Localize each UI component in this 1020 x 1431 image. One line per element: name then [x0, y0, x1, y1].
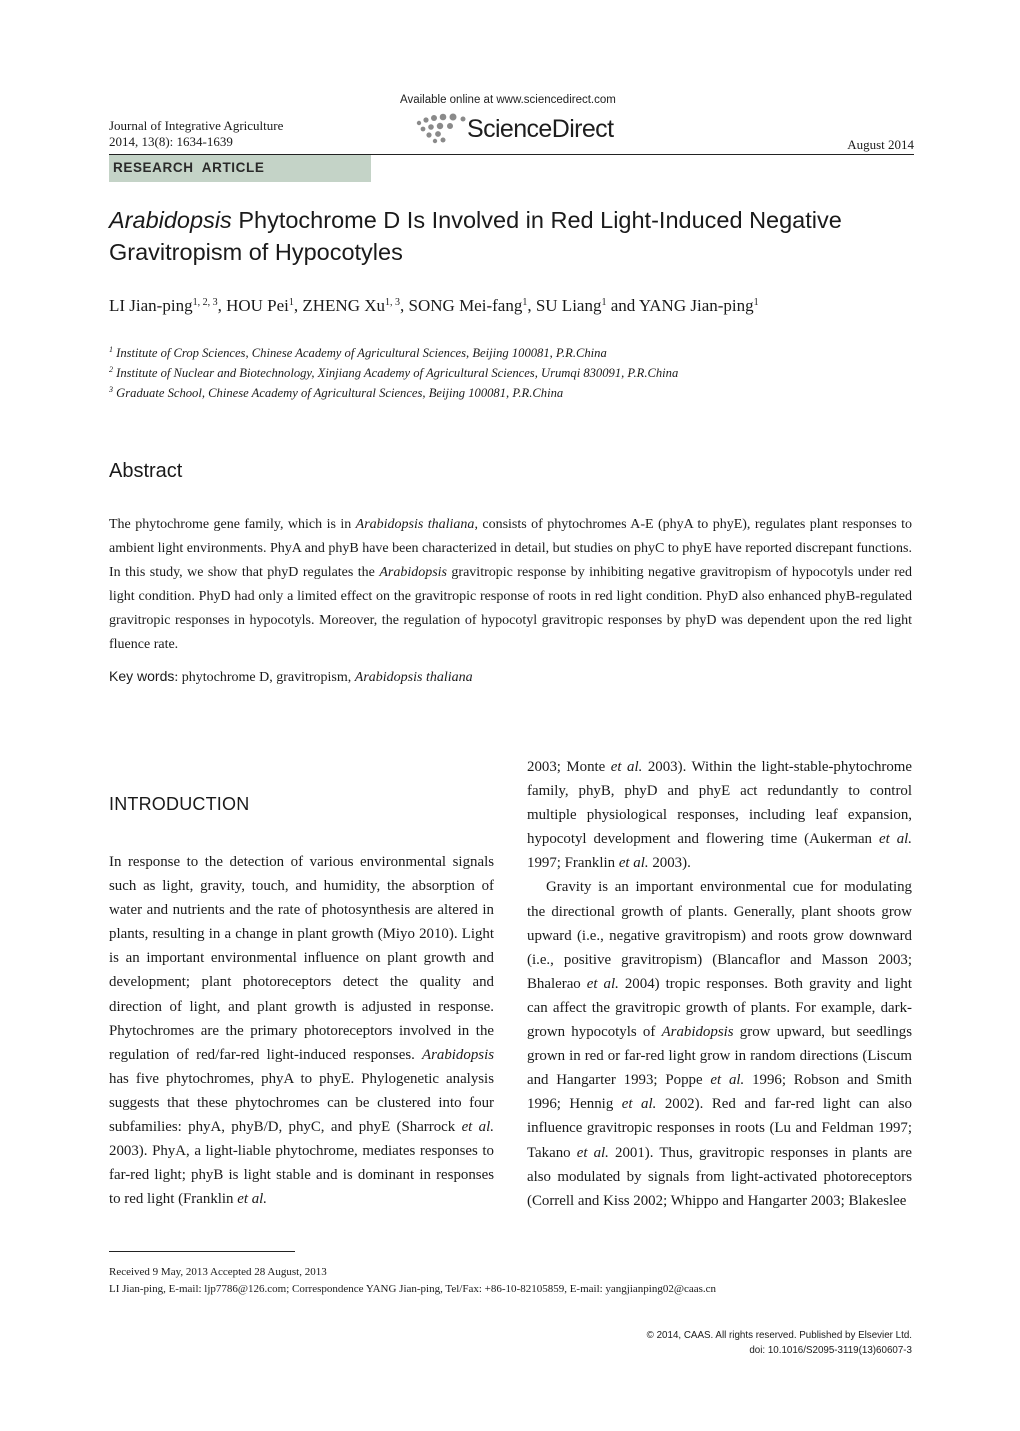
author-list	[109, 296, 759, 316]
body-italic: et al.	[878, 831, 912, 848]
left-column	[109, 850, 494, 1211]
abstract-body	[109, 513, 912, 657]
author-affiliation-marker: 1, 2, 3	[192, 297, 218, 308]
affiliation-number: 3	[109, 385, 113, 394]
author-affiliation-marker: 1, 3	[385, 297, 401, 308]
introduction-heading: INTRODUCTION	[109, 794, 250, 814]
body-italic: Arabidopsis	[661, 1024, 734, 1041]
author-name: SONG Mei-fang	[408, 296, 523, 315]
abstract-text: The phytochrome gene family, which is in	[109, 517, 356, 532]
body-text: grow upward, but seedlings grown in red or far-red light grow in random directions (Liscum and Hangarter 1993; Poppe	[527, 1024, 912, 1089]
paragraph	[527, 875, 912, 1212]
body-italic: et al.	[610, 759, 643, 775]
author-separator: ,	[293, 296, 303, 315]
title-rest: Phytochrome D Is Involved in Red Light-Induced Negative Gravitropism of Hypocotyles	[109, 207, 842, 265]
affiliation-number: 2	[109, 365, 113, 374]
body-text: Gravity is an important environmental cue for modulating the directional growth of plants. Generally, plant shoots grow upward (i.e., negative gravitropism) and roots grow downward (i.e., positive gravitropism) (Blancaflor and Masson 2003; Bhalerao	[527, 879, 912, 992]
body-text: 2001). Thus, gravitropic responses in plants are also modulated by signals from light-activated photoreceptors (Correll and Kiss 2002; Whippo and Hangarter 2003; Blakeslee	[527, 1144, 912, 1209]
footnote-rule	[109, 1251, 295, 1252]
title-italic: Arabidopsis	[109, 207, 232, 233]
paragraph	[109, 850, 494, 1211]
author-name: ZHENG Xu	[302, 296, 386, 315]
affiliation-text: Graduate School, Chinese Academy of Agricultural Sciences, Beijing 100081, P.R.China	[116, 386, 564, 400]
paragraph	[527, 755, 912, 875]
abstract-text: gravitropic response by inhibiting negative gravitropism of hypocotyls under red light condition. PhyD had only a limited effect on the gravitropic response of roots in red light condition. PhyD also enhanced phyB-regulated gravitropic responses in hypocotyls. Moreover, the regulation of hypocotyl gravitropic responses by phyD was dependent upon the red light fluence rate.	[109, 565, 912, 652]
affiliation-text: Institute of Crop Sciences, Chinese Academy of Agricultural Sciences, Beijing 100081, P.R.China	[116, 346, 607, 360]
affiliation-text: Institute of Nuclear and Biotechnology, Xinjiang Academy of Agricultural Sciences, Urumqi 830091, P.R.China	[116, 366, 679, 380]
author-affiliation-marker: 1	[601, 297, 607, 308]
body-italic: et al.	[618, 855, 649, 872]
journal-name: Journal of Integrative Agriculture	[109, 118, 284, 133]
journal-issue: 2014, 13(8): 1634-1639	[109, 134, 233, 149]
keywords-italic: Arabidopsis thaliana	[354, 670, 473, 685]
body-italic: et al.	[621, 1096, 657, 1113]
abstract-italic: Arabidopsis thaliana	[355, 517, 475, 532]
body-text: 1997; Franklin	[527, 855, 619, 872]
sciencedirect-logo-text: ScienceDirect	[467, 115, 614, 143]
body-italic: et al.	[237, 1191, 267, 1208]
right-column	[527, 755, 912, 1213]
author-name: YANG Jian-ping	[638, 296, 754, 315]
author-separator: ,	[400, 296, 409, 315]
body-text: 1996; Robson and Smith 1996; Hennig	[527, 1072, 912, 1113]
affiliation-number: 1	[109, 345, 113, 354]
body-italic: et al.	[576, 1144, 609, 1161]
body-text: 2003). Within the light-stable-phytochrome family, phyB, phyD and phyE act redundantly to control multiple physiological responses, including leaf expansion, hypocotyl development and flowering time (Aukerman	[527, 759, 912, 848]
author-separator: ,	[217, 296, 227, 315]
body-text: 2003).	[648, 855, 691, 872]
abstract-italic: Arabidopsis	[379, 565, 447, 580]
copyright: © 2014, CAAS. All rights reserved. Published by Elsevier Ltd.	[646, 1330, 912, 1341]
section-label: RESEARCH ARTICLE	[113, 160, 265, 175]
body-italic: et al.	[710, 1072, 745, 1089]
body-text: 2003). PhyA, a light-liable phytochrome, mediates responses to far-red light; phyB is light stable and is dominant in responses to red light (Franklin	[109, 1143, 494, 1208]
author-affiliation-marker: 1	[753, 297, 759, 308]
affiliation	[109, 346, 607, 361]
received-dates: Received 9 May, 2013 Accepted 28 August, 2013	[109, 1266, 327, 1278]
journal-info	[109, 118, 283, 150]
body-italic: et al.	[586, 975, 619, 992]
author-name: LI Jian-ping	[109, 296, 193, 315]
affiliation	[109, 366, 678, 381]
author-name: SU Liang	[535, 296, 602, 315]
author-separator: and	[606, 296, 639, 315]
issue-date: August 2014	[847, 137, 914, 152]
body-text: In response to the detection of various environmental signals such as light, gravity, touch, and humidity, the absorption of water and nutrients and the rate of photosynthesis are altered in plants, resulting in a change in plant growth (Miyo 2010). Light is an important environmental influence on plant growth and development; plant photoreceptors detect the quality and direction of light, and plant growth is adjusted in response. Phytochromes are the primary photoreceptors involved in the regulation of red/far-red light-induced responses.	[109, 854, 494, 1063]
keywords-label: Key words	[109, 668, 175, 684]
abstract-heading: Abstract	[109, 460, 183, 482]
article-title	[109, 204, 919, 268]
keywords	[109, 668, 473, 686]
body-italic: Arabidopsis	[422, 1046, 494, 1063]
author-affiliation-marker: 1	[522, 297, 528, 308]
author-name: HOU Pei	[226, 296, 289, 315]
body-text: 2003; Monte	[527, 759, 611, 775]
abstract-text: , consists of phytochromes A-E (phyA to phyE), regulates plant responses to ambient light environments. PhyA and phyB have been characterized in detail, but studies on phyC to phyE have reported discrepant functions. In this study, we show that phyD regulates the	[109, 517, 912, 580]
doi: doi: 10.1016/S2095-3119(13)60607-3	[749, 1345, 912, 1356]
affiliation	[109, 386, 563, 401]
body-text: 2004) tropic responses. Both gravity and light can affect the gravitropic growth of plants. For example, dark-grown hypocotyls of	[527, 975, 913, 1041]
body-text: 2002). Red and far-red light can also influence gravitropic responses in roots (Lu and Feldman 1997; Takano	[527, 1096, 912, 1161]
author-separator: ,	[527, 296, 536, 315]
body-text: has five phytochromes, phyA to phyE. Phylogenetic analysis suggests that these phytochromes can be clustered into four subfamilies: phyA, phyB/D, phyC, and phyE (Sharrock	[109, 1070, 494, 1136]
available-online-text: Available online at www.sciencedirect.com	[400, 94, 616, 106]
author-affiliation-marker: 1	[288, 297, 294, 308]
author-contact: LI Jian-ping, E-mail: ljp7786@126.com; Correspondence YANG Jian-ping, Tel/Fax: +86-10-82105859, E-mail: yangjianping02@caas.cn	[109, 1283, 717, 1295]
body-italic: et al.	[461, 1119, 494, 1136]
keywords-text: : phytochrome D, gravitropism,	[174, 670, 355, 685]
